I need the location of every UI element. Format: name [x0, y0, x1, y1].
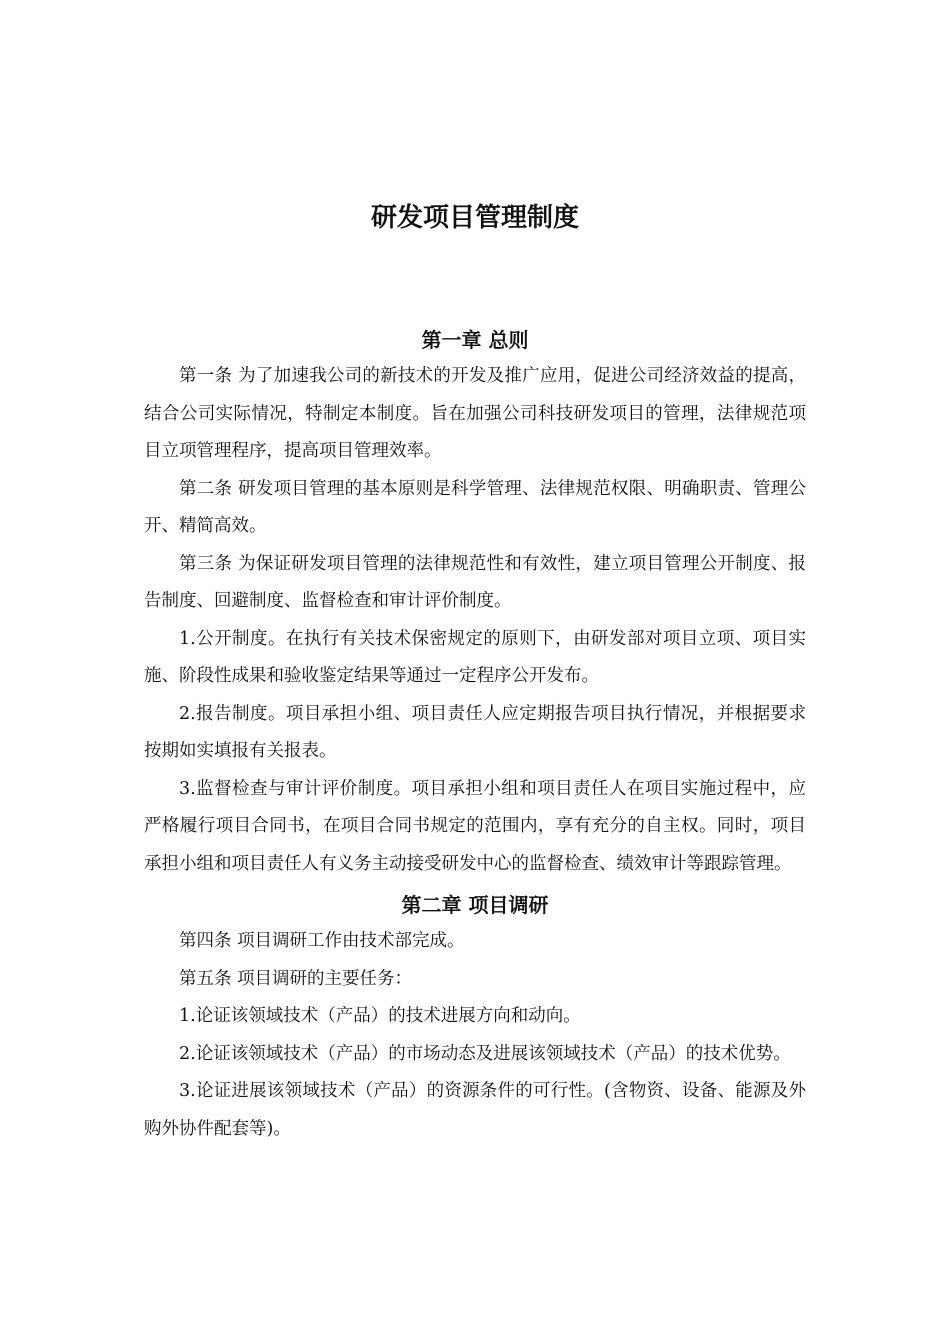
list-paragraph: 1.公开制度。在执行有关技术保密规定的原则下，由研发部对项目立项、项目实施、阶段性成果和验收鉴定结果等通过一定程序公开发布。 — [144, 628, 806, 686]
document-title: 研发项目管理制度 — [370, 203, 579, 233]
list-paragraph: 3.论证进展该领域技术（产品）的资源条件的可行性。(含物资、设备、能源及外购外协件配套等)。 — [144, 1081, 806, 1139]
document-body — [144, 322, 806, 1148]
chapter-heading: 第一章 总则 — [421, 328, 529, 352]
list-paragraph: 3.监督检查与审计评价制度。项目承担小组和项目责任人在项目实施过程中，应严格履行项目合同书，在项目合同书规定的范围内，享有充分的自主权。同时，项目承担小组和项目责任人有义务主动接受研发中心的监督检查、绩效审计等跟踪管理。 — [144, 778, 806, 874]
list-paragraph: 2.报告制度。项目承担小组、项目责任人应定期报告项目执行情况，并根据要求按期如实填报有关报表。 — [144, 703, 806, 761]
article-paragraph: 第一条 为了加速我公司的新技术的开发及推广应用，促进公司经济效益的提高，结合公司实际情况，特制定本制度。旨在加强公司科技研发项目的管理，法律规范项目立项管理程序，提高项目管理效率。 — [144, 366, 806, 461]
list-paragraph: 1.论证该领域技术（产品）的技术进展方向和动向。 — [179, 1006, 581, 1026]
chapter-heading: 第二章 项目调研 — [401, 893, 549, 917]
article-paragraph: 第四条 项目调研工作由技术部完成。 — [179, 931, 465, 951]
article-paragraph: 第五条 项目调研的主要任务： — [179, 968, 413, 989]
list-paragraph: 2.论证该领域技术（产品）的市场动态及进展该领域技术（产品）的技术优势。 — [179, 1043, 791, 1064]
article-paragraph: 第三条 为保证研发项目管理的法律规范性和有效性，建立项目管理公开制度、报告制度、回避制度、监督检查和审计评价制度。 — [144, 553, 806, 611]
article-paragraph: 第二条 研发项目管理的基本原则是科学管理、法律规范权限、明确职责、管理公开、精简高效。 — [144, 478, 806, 536]
